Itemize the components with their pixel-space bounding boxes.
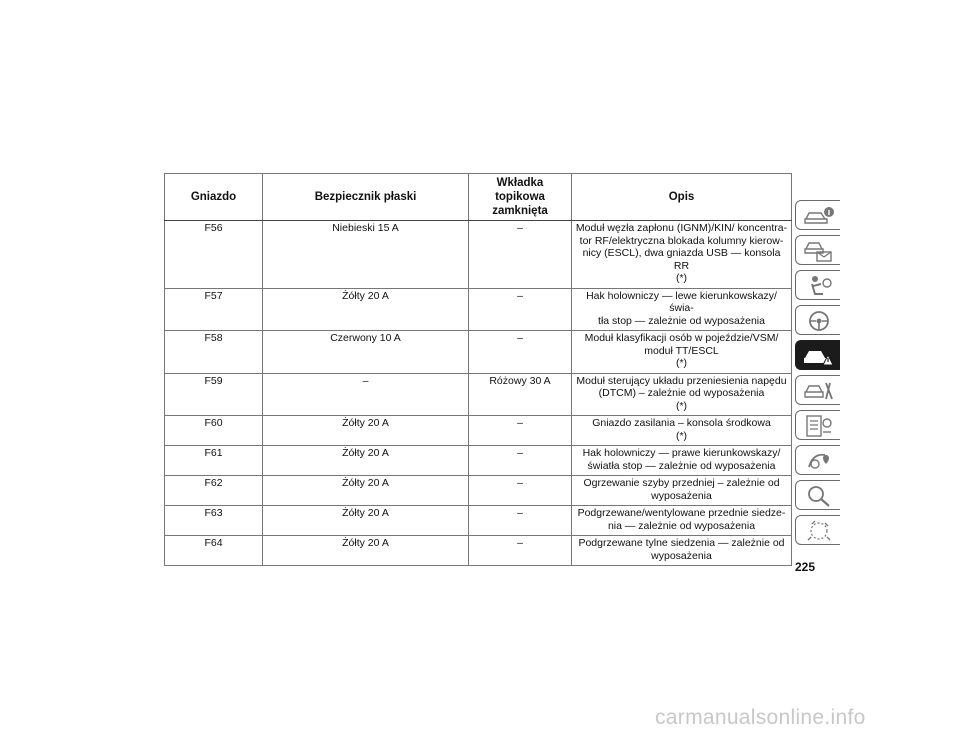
cell-cavity: F64 [165,536,263,566]
table-row [165,416,792,446]
cell-blade-fuse: Żółty 20 A [263,536,469,566]
cell-cartridge-fuse: – [469,536,572,566]
header-cavity: Gniazdo [165,174,263,221]
table-row [165,331,792,374]
cell-cartridge-fuse: Różowy 30 A [469,373,572,416]
cell-cavity: F60 [165,416,263,446]
cell-description: Podgrzewane tylne siedzenia — zależnie od wyposażenia [572,536,792,566]
table-row [165,536,792,566]
cell-blade-fuse: Żółty 20 A [263,446,469,476]
table-row [165,446,792,476]
tab-car-wrench[interactable] [795,375,840,405]
checklist-icon [803,414,835,438]
navigation-icon [803,449,835,473]
car-emergency-icon [803,344,835,368]
tab-seat-airbag[interactable] [795,270,840,300]
cell-description: Gniazdo zasilania – konsola środkowa (*) [572,416,792,446]
cell-cartridge-fuse: – [469,506,572,536]
tab-languages[interactable] [795,515,840,545]
header-cartridge-fuse: Wkładka topikowa zamknięta [469,174,572,221]
cell-blade-fuse: Żółty 20 A [263,288,469,331]
languages-icon [803,519,835,543]
cell-description: Moduł sterujący układu przeniesienia napędu (DTCM) – zależnie od wyposażenia (*) [572,373,792,416]
cell-cavity: F63 [165,506,263,536]
cell-cartridge-fuse: – [469,416,572,446]
tab-checklist[interactable] [795,410,840,440]
cell-cavity: F56 [165,221,263,289]
tab-car-emergency[interactable] [795,340,840,370]
tab-navigation[interactable] [795,445,840,475]
tab-magnifier[interactable] [795,480,840,510]
magnifier-icon [803,484,835,508]
cell-cartridge-fuse: – [469,446,572,476]
cell-blade-fuse: Żółty 20 A [263,416,469,446]
tab-car-info[interactable] [795,200,840,230]
fuse-table [164,173,792,566]
cell-blade-fuse: Żółty 20 A [263,476,469,506]
car-info-icon [803,204,835,228]
table-row [165,288,792,331]
watermark: carmanualsonline.info [655,706,866,729]
car-wrench-icon [803,379,835,403]
tab-car-mail[interactable] [795,235,840,265]
cell-description: Hak holowniczy — prawe kierunkowskazy/ światła stop — zależnie od wyposażenia [572,446,792,476]
cell-blade-fuse: – [263,373,469,416]
steering-wheel-icon [803,309,835,333]
cell-blade-fuse: Czerwony 10 A [263,331,469,374]
cell-blade-fuse: Żółty 20 A [263,506,469,536]
header-description: Opis [572,174,792,221]
cell-cavity: F57 [165,288,263,331]
table-row [165,506,792,536]
cell-description: Ogrzewanie szyby przedniej – zależnie od wyposażenia [572,476,792,506]
page-number: 225 [795,560,816,574]
cell-cartridge-fuse: – [469,288,572,331]
cell-cavity: F58 [165,331,263,374]
cell-cartridge-fuse: – [469,476,572,506]
header-blade-fuse: Bezpiecznik płaski [263,174,469,221]
table-header-row [165,174,792,221]
cell-cavity: F59 [165,373,263,416]
table-row [165,373,792,416]
cell-description: Podgrzewane/wentylowane przednie siedze- nia — zależnie od wyposażenia [572,506,792,536]
cell-blade-fuse: Niebieski 15 A [263,221,469,289]
table-row [165,476,792,506]
car-mail-icon [803,239,835,263]
tab-steering-wheel[interactable] [795,305,840,335]
cell-description: Moduł węzła zapłonu (IGNM)/KIN/ koncentra- tor RF/elektryczna blokada kolumny kierow- nicy (ESCL), dwa gniazda USB — konsola RR (*) [572,221,792,289]
cell-description: Hak holowniczy — lewe kierunkowskazy/świa- tła stop — zależnie od wyposażenia [572,288,792,331]
cell-cavity: F62 [165,476,263,506]
cell-description: Moduł klasyfikacji osób w pojeździe/VSM/ moduł TT/ESCL (*) [572,331,792,374]
cell-cavity: F61 [165,446,263,476]
seat-airbag-icon [803,274,835,298]
cell-cartridge-fuse: – [469,331,572,374]
table-row [165,221,792,289]
cell-cartridge-fuse: – [469,221,572,289]
